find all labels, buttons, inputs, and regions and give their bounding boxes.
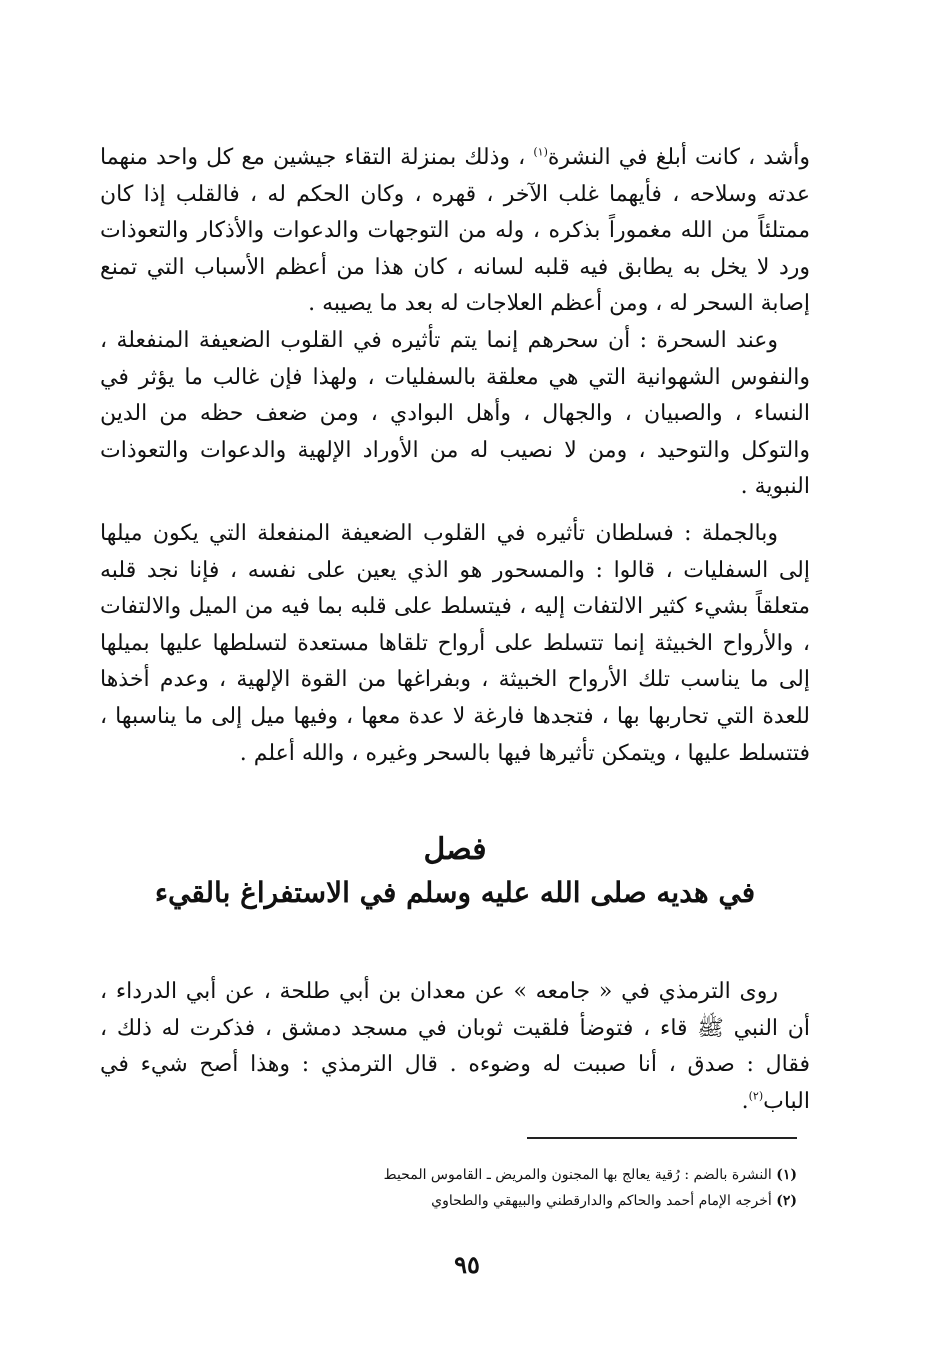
page-body	[100, 140, 810, 1120]
footnote-1-number: (١)	[776, 1167, 797, 1183]
footnote-ref-1[interactable]: (١)	[533, 145, 548, 159]
paragraph-1-continued: ، وذلك بمنزلة التقاء جيشين مع كل واحد منهما عدته وسلاحه ، فأيهما غلب الآخر ، قهره ، وكان الحكم له ، فالقلب إذا كان ممتلئاً من الله مغموراً بذكره ، وله من التوجهات والدعوات والأذكار والتعوذات ورد لا يخل به يطابق فيه قلبه لسانه ، كان هذا من أعظم الأسباب التي تمنع إصابة السحر له ، ومن أعظم العلاجات له بعد ما يصيبه .	[100, 145, 810, 317]
spacer	[100, 506, 810, 516]
footnote-1	[300, 1162, 797, 1188]
paragraph-2: وعند السحرة : أن سحرهم إنما يتم تأثيره في القلوب الضعيفة المنفعلة ، والنفوس الشهوانية التي هي معلقة بالسفليات ، ولهذا فإن غالب ما يؤثر في النساء ، والصبيان ، والجهال ، وأهل البوادي ، ومن ضعف حظه من الدين والتوكل والتوحيد ، ومن لا نصيب له من الأوراد الإلهية والدعوات والتعوذات النبوية .	[100, 327, 810, 500]
footnote-2	[300, 1188, 797, 1214]
paragraph-4	[100, 974, 810, 1120]
section-heading	[100, 828, 810, 914]
spacer	[100, 914, 810, 974]
paragraph-3: وبالجملة : فسلطان تأثيره في القلوب الضعيفة المنفعلة التي يكون ميلها إلى السفليات ، قالوا : والمسحور هو الذي يعين على نفسه ، فإنا نجد قلبه متعلقاً بشيء كثير الالتفات إليه ، فيتسلط على قلبه بما فيه من الميل والالتفات ، والأرواح الخبيثة إنما تتسلط على أرواح تلقاها مستعدة لتسلطها عليها بميلها إلى ما يناسب تلك الأرواح الخبيثة ، وبفراغها من القوة الإلهية ، وعدم أخذها للعدة التي تحاربها بها ، فتجدها فارغة لا عدة معها ، وفيها ميل إلى ما يناسبها ، فتتسلط عليها ، ويتمكن تأثيرها فيها بالسحر وغيره ، والله أعلم .	[100, 520, 810, 766]
footnotes	[300, 1162, 797, 1214]
paragraph-4-text: روى الترمذي في « جامعه » عن معدان بن أبي طلحة ، عن أبي الدرداء ، أن النبي ﷺ قاء ، فتوضأ فلقيت ثوبان في مسجد دمشق ، فذكرت له ذلك ، فقال : صدق ، أنا صببت له وضوءه . قال الترمذي : وهذا أصح شيء في الباب	[100, 979, 810, 1114]
footnote-ref-2[interactable]: (٢)	[748, 1089, 764, 1103]
footnote-2-text: أخرجه الإمام أحمد والحاكم والدارقطني والبيهقي والطحاوي	[431, 1193, 772, 1209]
paragraph-4-end: .	[741, 1088, 749, 1114]
heading-subtitle: في هديه صلى الله عليه وسلم في الاستفراغ بالقيء	[154, 876, 756, 910]
heading-title: فصل	[423, 832, 487, 868]
footnote-2-number: (٢)	[776, 1193, 797, 1209]
page-number: ٩٥	[454, 1250, 480, 1279]
footnote-1-text: النشرة بالضم : رُقية يعالج بها المجنون والمريض ـ القاموس المحيط	[383, 1167, 772, 1183]
footnote-divider	[527, 1137, 797, 1139]
paragraph-1-text: وأشد ، كانت أبلغ في النشرة	[547, 145, 811, 170]
paragraph-1	[100, 140, 810, 323]
